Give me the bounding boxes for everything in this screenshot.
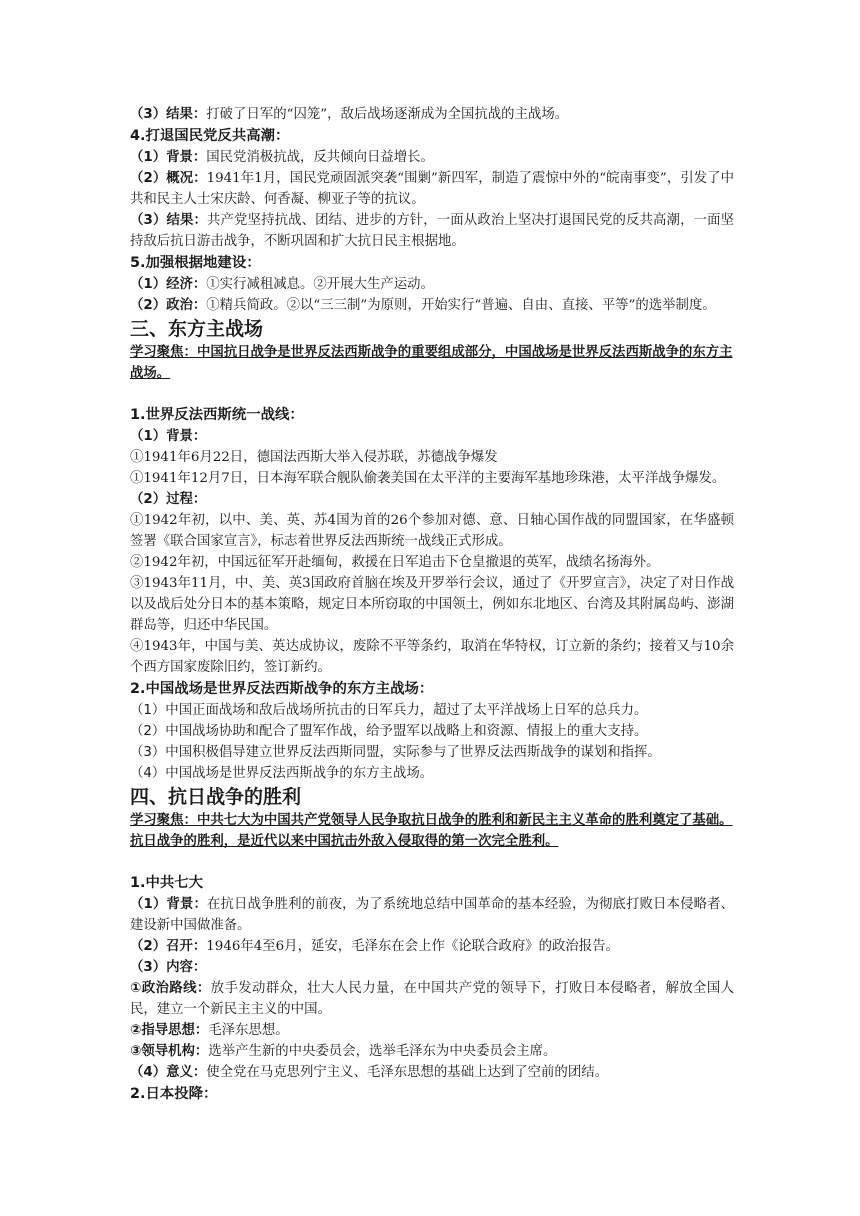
paragraph: （2）中国战场协助和配合了盟军作战，给予盟军以战略上和资源、情报上的重大支持。 — [130, 724, 648, 739]
text: ①实行减租减息。②开展大生产运动。 — [206, 277, 434, 292]
subsection-title: 1.世界反法西斯统一战线： — [130, 407, 304, 423]
paragraph: ①1941年6月22日，德国法西斯大举入侵苏联，苏德战争爆发 — [130, 450, 498, 465]
paragraph: ③1943年11月，中、美、英3国政府首脑在埃及开罗举行会议，通过了《开罗宣言》，决定了对日作战以及战后处分日本的基本策略，规定日本所窃取的中国领土，例如东北地区、台湾及其附属岛屿、澎湖群岛等，归还中华民国。 — [130, 576, 734, 633]
subsection-title: 2.日本投降： — [130, 1086, 218, 1102]
subsection-title: 5.加强根据地建设： — [130, 255, 261, 271]
document-page — [130, 104, 734, 1105]
paragraph — [130, 168, 734, 210]
paragraph — [130, 104, 734, 125]
spacer — [130, 384, 734, 404]
text: 毛泽东思想。 — [208, 1023, 289, 1038]
paragraph: （4）中国战场是世界反法西斯战争的东方主战场。 — [130, 766, 434, 781]
paragraph: （1）中国正面战场和敌后战场所抗击的日军兵力，超过了太平洋战场上日军的总兵力。 — [130, 703, 648, 718]
text: 放手发动群众，壮大人民力量，在中国共产党的领导下，打败日本侵略者，解放全国人民，建立一个新民主主义的中国。 — [130, 981, 735, 1017]
label: （2）政治： — [130, 298, 207, 313]
label: （1）背景： — [130, 429, 207, 444]
paragraph — [130, 1020, 734, 1041]
paragraph: ①1941年12月7日，日本海军联合舰队偷袭美国在太平洋的主要海军基地珍珠港，太平洋战争爆发。 — [130, 471, 726, 486]
label: （2）过程： — [130, 492, 207, 507]
paragraph — [130, 894, 734, 936]
text: 1946年4至6月，延安，毛泽东在会上作《论联合政府》的政治报告。 — [206, 939, 619, 954]
paragraph: ④1943年，中国与美、英达成协议，废除不平等条约，取消在华特权，订立新的条约；接着又与10余个西方国家废除旧约，签订新约。 — [130, 639, 734, 675]
label: （3）内容： — [130, 960, 207, 975]
paragraph — [130, 936, 734, 957]
label: （1）背景： — [130, 897, 208, 912]
subsection-title: 4.打退国民党反共高潮： — [130, 128, 290, 144]
paragraph — [130, 978, 734, 1020]
learning-focus: 学习聚焦：中国抗日战争是世界反法西斯战争的重要组成部分，中国战场是世界反法西斯战争的东方主战场。 — [130, 345, 733, 381]
text: 使全党在马克思列宁主义、毛泽东思想的基础上达到了空前的团结。 — [206, 1065, 608, 1080]
paragraph — [130, 295, 734, 316]
paragraph — [130, 274, 734, 295]
label: （2）概况： — [130, 171, 207, 186]
text: 选举产生新的中央委员会，选举毛泽东为中央委员会主席。 — [208, 1044, 557, 1059]
paragraph: ②1942年初，中国远征军开赴缅甸，救援在日军追击下仓皇撤退的英军，战绩名扬海外。 — [130, 555, 660, 570]
paragraph — [130, 210, 734, 252]
paragraph — [130, 1041, 734, 1062]
learning-focus: 学习聚焦：中共七大为中国共产党领导人民争取抗日战争的胜利和新民主主义革命的胜利奠定了基础。抗日战争的胜利，是近代以来中国抗击外敌入侵取得的第一次完全胜利。 — [130, 813, 733, 849]
text: 打破了日军的“囚笼”，敌后战场逐渐成为全国抗战的主战场。 — [206, 107, 569, 122]
paragraph: ①1942年初，以中、美、英、苏4国为首的26个参加对德、意、日轴心国作战的同盟国家，在华盛顿签署《联合国家宣言》，标志着世界反法西斯统一战线正式形成。 — [130, 513, 734, 549]
subsection-title: 1.中共七大 — [130, 875, 204, 891]
label: （3）结果： — [130, 213, 208, 228]
section-heading: 三、东方主战场 — [130, 318, 264, 340]
label: ②指导思想： — [130, 1023, 209, 1038]
paragraph — [130, 147, 734, 168]
spacer — [130, 852, 734, 872]
text: 在抗日战争胜利的前夜，为了系统地总结中国革命的基本经验，为彻底打败日本侵略者、建设新中国做准备。 — [130, 897, 734, 933]
section-heading: 四、抗日战争的胜利 — [130, 786, 302, 808]
label: ③领导机构： — [130, 1044, 209, 1059]
label: （4）意义： — [130, 1065, 207, 1080]
text: ①精兵简政。②以“三三制”为原则，开始实行“普遍、自由、直接、平等”的选举制度。 — [206, 298, 716, 313]
label: （1）背景： — [130, 150, 207, 165]
paragraph: （3）中国积极倡导建立世界反法西斯同盟，实际参与了世界反法西斯战争的谋划和指挥。 — [130, 745, 661, 760]
label: （3）结果： — [130, 107, 207, 122]
text: 国民党消极抗战，反共倾向日益增长。 — [206, 150, 434, 165]
label: ①政治路线： — [130, 981, 211, 996]
text: 1941年1月，国民党顽固派突袭“围剿”新四军，制造了震惊中外的“皖南事变”，引发了中共和民主人士宋庆龄、何香凝、柳亚子等的抗议。 — [130, 171, 734, 207]
label: （2）召开： — [130, 939, 207, 954]
subsection-title: 2.中国战场是世界反法西斯战争的东方主战场： — [130, 681, 434, 697]
text: 共产党坚持抗战、团结、进步的方针，一面从政治上坚决打退国民党的反共高潮，一面坚持敌后抗日游击战争，不断巩固和扩大抗日民主根据地。 — [130, 213, 734, 249]
label: （1）经济： — [130, 277, 207, 292]
paragraph — [130, 1062, 734, 1083]
